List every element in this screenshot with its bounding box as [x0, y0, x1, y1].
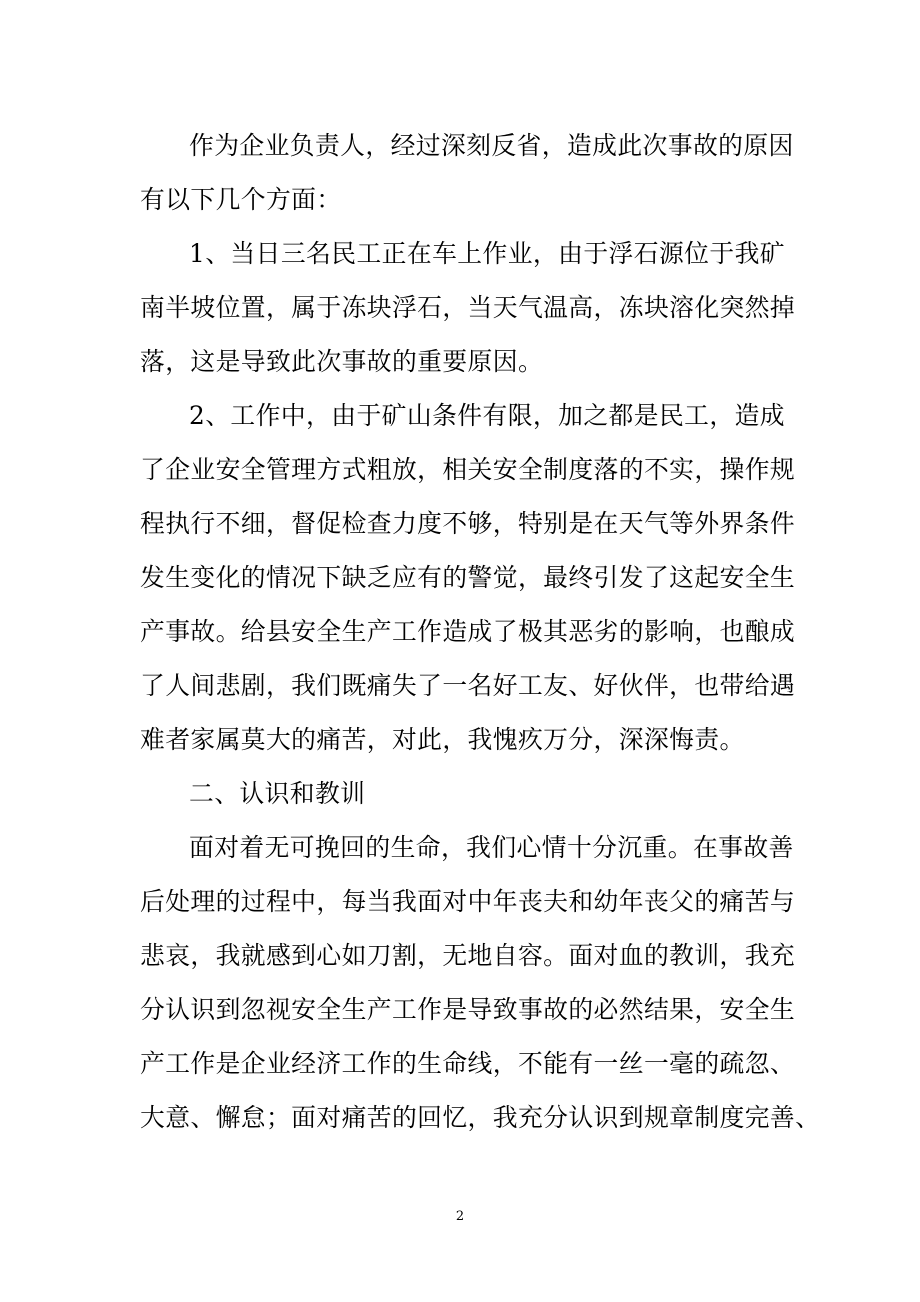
paragraph-2-line-1: 1、当日三名民工正在车上作业，由于浮石源位于我矿 — [189, 239, 785, 268]
paragraph-1-line-1: 作为企业负责人，经过深刻反省，造成此次事故的原因 — [189, 131, 794, 160]
paragraph-4-line-3: 悲哀，我就感到心如刀割，无地自容。面对血的教训，我充 — [140, 941, 796, 970]
paragraph-4-line-1: 面对着无可挽回的生命，我们心情十分沉重。在事故善 — [189, 833, 794, 862]
paragraph-4-line-5: 产工作是企业经济工作的生命线，不能有一丝一毫的疏忽、 — [140, 1049, 796, 1078]
paragraph-3-line-5: 产事故。给县安全生产工作造成了极其恶劣的影响，也酿成 — [140, 617, 796, 646]
paragraph-4-line-4: 分认识到忽视安全生产工作是导致事故的必然结果，安全生 — [140, 995, 796, 1024]
paragraph-3-line-3: 程执行不细，督促检查力度不够，特别是在天气等外界条件 — [140, 509, 796, 538]
paragraph-4-line-6: 大意、懈怠；面对痛苦的回忆，我充分认识到规章制度完善、 — [140, 1103, 821, 1132]
page-number: 2 — [455, 1209, 465, 1224]
paragraph-3-line-7: 难者家属莫大的痛苦，对此，我愧疚万分，深深悔责。 — [140, 725, 745, 754]
paragraph-3-line-6: 了人间悲剧，我们既痛失了一名好工友、好伙伴，也带给遇 — [140, 671, 796, 700]
paragraph-4-line-2: 后处理的过程中，每当我面对中年丧夫和幼年丧父的痛苦与 — [140, 887, 796, 916]
paragraph-3-line-2: 了企业安全管理方式粗放，相关安全制度落的不实，操作规 — [140, 455, 796, 484]
paragraph-2-line-2: 南半坡位置，属于冻块浮石，当天气温高，冻块溶化突然掉 — [140, 293, 796, 322]
paragraph-1-line-2: 有以下几个方面： — [140, 185, 342, 214]
section-heading: 二、认识和教训 — [189, 779, 366, 808]
paragraph-2-line-3: 落，这是导致此次事故的重要原因。 — [140, 347, 544, 376]
paragraph-3-line-4: 发生变化的情况下缺乏应有的警觉，最终引发了这起安全生 — [140, 563, 796, 592]
paragraph-3-line-1: 2、工作中，由于矿山条件有限，加之都是民工，造成 — [189, 401, 785, 430]
